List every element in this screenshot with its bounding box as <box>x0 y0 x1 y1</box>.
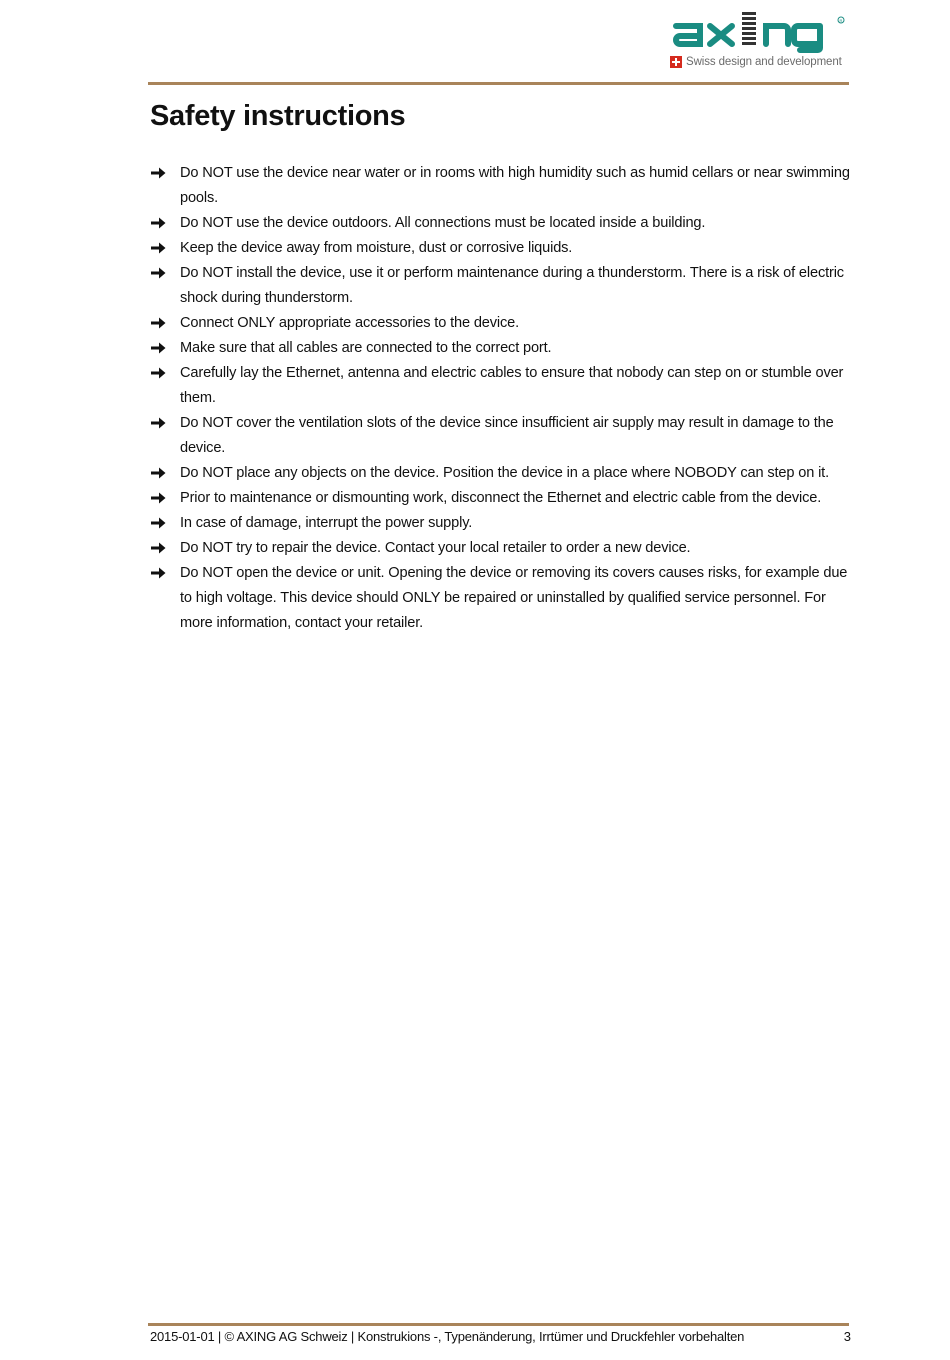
list-item <box>150 261 850 311</box>
instruction-text: Do NOT use the device outdoors. All connections must be located inside a building. <box>180 215 706 231</box>
axing-logo <box>668 10 850 70</box>
arrow-right-icon <box>151 417 166 429</box>
list-item <box>150 161 850 211</box>
instruction-text: Do NOT open the device or unit. Opening the device or removing its covers causes risks, for example due to high voltage. This device should ONLY be repaired or uninstalled by qualified service personnel. For more information, contact your retailer. <box>180 565 848 631</box>
list-item <box>150 211 850 236</box>
list-item <box>150 336 850 361</box>
list-item <box>150 486 850 511</box>
footer-text: 2015-01-01 | © AXING AG Schweiz | Konstrukions -, Typenänderung, Irrtümer und Druckfehler vorbehalten <box>150 1329 745 1344</box>
instruction-text: Do NOT cover the ventilation slots of the device since insufficient air supply may result in damage to the device. <box>180 415 834 456</box>
instruction-text: In case of damage, interrupt the power supply. <box>180 515 473 531</box>
arrow-right-icon <box>151 167 166 179</box>
instruction-text: Do NOT install the device, use it or perform maintenance during a thunderstorm. There is a risk of electric shock during thunderstorm. <box>180 265 844 306</box>
arrow-right-icon <box>151 542 166 554</box>
instruction-text: Carefully lay the Ethernet, antenna and electric cables to ensure that nobody can step on or stumble over them. <box>180 365 844 406</box>
arrow-right-icon <box>151 517 166 529</box>
list-item <box>150 511 850 536</box>
list-item <box>150 236 850 261</box>
arrow-right-icon <box>151 467 166 479</box>
logo-tagline: Swiss design and development <box>686 56 842 68</box>
arrow-right-icon <box>151 317 166 329</box>
list-item <box>150 561 850 636</box>
swiss-flag-icon <box>670 56 682 68</box>
list-item <box>150 361 850 411</box>
arrow-right-icon <box>151 567 166 579</box>
instruction-text: Do NOT try to repair the device. Contact your local retailer to order a new device. <box>180 540 691 556</box>
arrow-right-icon <box>151 267 166 279</box>
logo-tagline-row <box>670 54 842 70</box>
instruction-text: Make sure that all cables are connected to the correct port. <box>180 340 552 356</box>
page-number: 3 <box>843 1329 851 1344</box>
arrow-right-icon <box>151 367 166 379</box>
list-item <box>150 411 850 461</box>
instruction-text: Prior to maintenance or dismounting work, disconnect the Ethernet and electric cable from the device. <box>180 490 822 506</box>
axing-wordmark-icon <box>670 10 848 54</box>
page-title: Safety instructions <box>150 100 406 132</box>
instruction-text: Connect ONLY appropriate accessories to the device. <box>180 315 520 331</box>
svg-text:R: R <box>839 18 843 23</box>
instruction-text: Do NOT use the device near water or in rooms with high humidity such as humid cellars or near swimming pools. <box>180 165 850 206</box>
list-item <box>150 536 850 561</box>
list-item <box>150 311 850 336</box>
instruction-text: Keep the device away from moisture, dust or corrosive liquids. <box>180 240 573 256</box>
arrow-right-icon <box>151 242 166 254</box>
footer-divider <box>148 1323 849 1326</box>
instruction-text: Do NOT place any objects on the device. Position the device in a place where NOBODY can step on it. <box>180 465 829 481</box>
arrow-right-icon <box>151 342 166 354</box>
arrow-right-icon <box>151 217 166 229</box>
arrow-right-icon <box>151 492 166 504</box>
list-item <box>150 461 850 486</box>
header-divider <box>148 82 849 85</box>
safety-instruction-list <box>150 161 850 636</box>
